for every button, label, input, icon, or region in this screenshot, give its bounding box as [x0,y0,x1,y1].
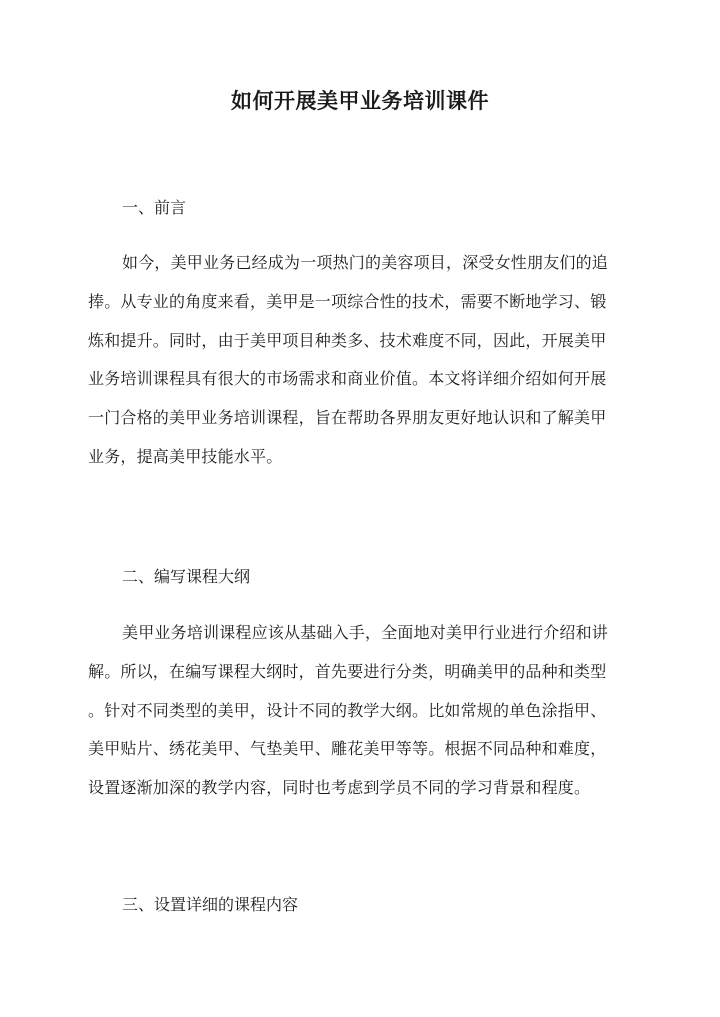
paragraph-line: 捧。从专业的角度来看，美甲是一项综合性的技术，需要不断地学习、锻 [88,291,607,311]
paragraph-line: 美甲业务培训课程应该从基础入手，全面地对美甲行业进行介绍和讲 [122,623,609,642]
paragraph-line: 炼和提升。同时，由于美甲项目种类多、技术难度不同，因此，开展美甲 [88,330,607,350]
paragraph-line: 业务培训课程具有很大的市场需求和商业价值。本文将详细介绍如何开展 [88,369,607,389]
section-heading-preface: 一、前言 [122,198,187,217]
paragraph-line: 美甲贴片、绣花美甲、气垫美甲、雕花美甲等等。根据不同品种和难度， [88,739,607,759]
paragraph-line: 解。所以，在编写课程大纲时，首先要进行分类，明确美甲的品种和类型 [88,661,607,681]
paragraph-line: 业务，提高美甲技能水平。 [88,446,283,466]
section-paragraph-outline [88,614,636,808]
section-heading-outline: 二、编写课程大纲 [122,567,251,586]
section-heading-course-content: 三、设置详细的课程内容 [122,895,299,914]
paragraph-line: 一门合格的美甲业务培训课程，旨在帮助各界朋友更好地认识和了解美甲 [88,408,607,428]
paragraph-line: 。针对不同类型的美甲，设计不同的教学大纲。比如常规的单色涂指甲、 [88,700,607,720]
paragraph-line: 设置逐渐加深的教学内容，同时也考虑到学员不同的学习背景和程度。 [88,778,591,798]
paragraph-line: 如今，美甲业务已经成为一项热门的美容项目，深受女性朋友们的追 [122,253,609,272]
document-title: 如何开展美甲业务培训课件 [231,88,489,113]
section-paragraph-preface [88,244,636,477]
